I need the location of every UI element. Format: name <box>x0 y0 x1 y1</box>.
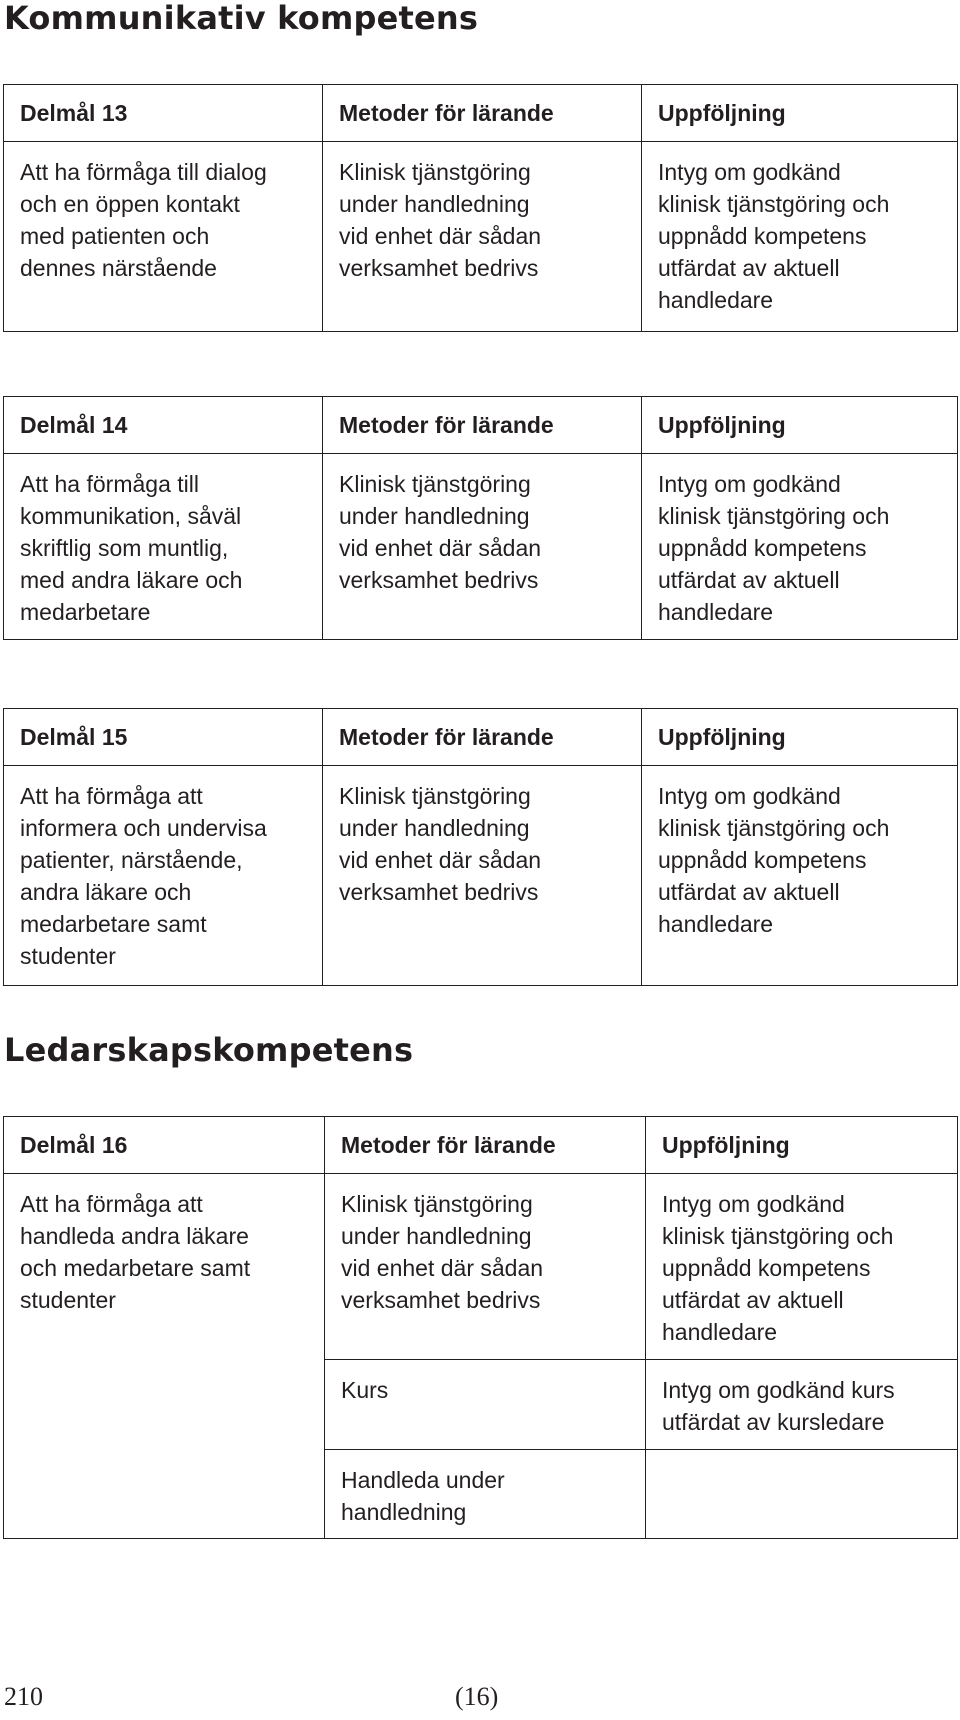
followup-cell <box>646 1450 958 1539</box>
table-header-row <box>4 397 958 454</box>
followup-header: Uppföljning <box>646 1117 958 1174</box>
methods-header: Metoder för lärande <box>323 397 642 454</box>
methods-header: Metoder för lärande <box>323 709 642 766</box>
delmal-13-table <box>3 84 958 332</box>
followup-header: Uppföljning <box>642 709 958 766</box>
section-title-ledarskap: Ledarskapskompetens <box>4 1031 414 1069</box>
methods-cell: Klinisk tjänstgöring under handledning vid enhet där sådan verksamhet bedrivs <box>323 766 642 986</box>
goal-header: Delmål 16 <box>4 1117 325 1174</box>
methods-header: Metoder för lärande <box>325 1117 646 1174</box>
delmal-16-table <box>3 1116 958 1539</box>
followup-cell: Intyg om godkänd klinisk tjänstgöring och uppnådd kompetens utfärdat av aktuell handledare <box>642 766 958 986</box>
table-row <box>4 142 958 332</box>
table-row <box>4 766 958 986</box>
goal-header: Delmål 13 <box>4 85 323 142</box>
goal-cell: Att ha förmåga till kommunikation, såväl skriftlig som muntlig, med andra läkare och medarbetare <box>4 454 323 640</box>
methods-cell: Klinisk tjänstgöring under handledning vid enhet där sådan verksamhet bedrivs <box>323 142 642 332</box>
followup-cell: Intyg om godkänd klinisk tjänstgöring och uppnådd kompetens utfärdat av aktuell handledare <box>646 1174 958 1360</box>
followup-cell: Intyg om godkänd kurs utfärdat av kursledare <box>646 1360 958 1450</box>
table-row <box>4 454 958 640</box>
followup-header: Uppföljning <box>642 85 958 142</box>
section-title-kommunikativ: Kommunikativ kompetens <box>4 0 479 37</box>
delmal-14-table <box>3 396 958 640</box>
methods-cell: Klinisk tjänstgöring under handledning vid enhet där sådan verksamhet bedrivs <box>325 1174 646 1360</box>
goal-header: Delmål 15 <box>4 709 323 766</box>
table-header-row <box>4 1117 958 1174</box>
methods-header: Metoder för lärande <box>323 85 642 142</box>
goal-cell: Att ha förmåga att handleda andra läkare och medarbetare samt studenter <box>4 1174 325 1539</box>
followup-cell: Intyg om godkänd klinisk tjänstgöring och uppnådd kompetens utfärdat av aktuell handledare <box>642 142 958 332</box>
methods-cell: Kurs <box>325 1360 646 1450</box>
table-header-row <box>4 709 958 766</box>
delmal-15-table <box>3 708 958 986</box>
table-header-row <box>4 85 958 142</box>
goal-header: Delmål 14 <box>4 397 323 454</box>
followup-cell: Intyg om godkänd klinisk tjänstgöring och uppnådd kompetens utfärdat av aktuell handledare <box>642 454 958 640</box>
goal-cell: Att ha förmåga att informera och undervisa patienter, närstående, andra läkare och medarbetare samt studenter <box>4 766 323 986</box>
table-row <box>4 1174 958 1360</box>
page-number: 210 <box>4 1682 43 1711</box>
section-number: (16) <box>455 1682 499 1711</box>
methods-cell: Handleda under handledning <box>325 1450 646 1539</box>
followup-header: Uppföljning <box>642 397 958 454</box>
methods-cell: Klinisk tjänstgöring under handledning vid enhet där sådan verksamhet bedrivs <box>323 454 642 640</box>
goal-cell: Att ha förmåga till dialog och en öppen kontakt med patienten och dennes närstående <box>4 142 323 332</box>
